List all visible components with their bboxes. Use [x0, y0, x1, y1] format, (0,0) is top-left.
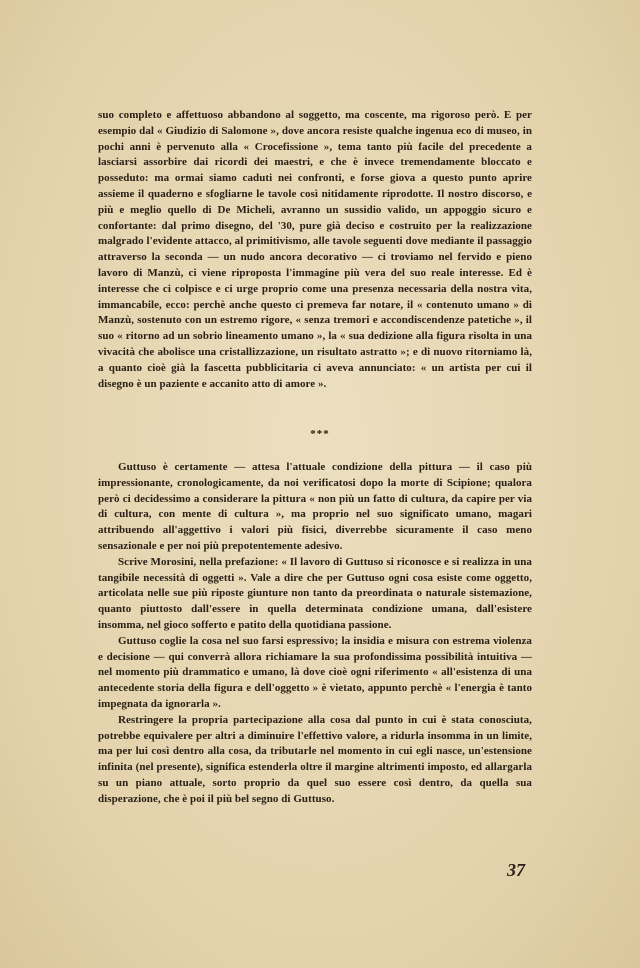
- paragraph: suo completo e affettuoso abbandono al soggetto, ma coscente, ma rigoroso però. E per esempio dal « Giudizio di Salomone », dove ancora resiste qualche ingenua eco di museo, in pochi anni è pervenuto alla « Crocefissione », tema tanto più facile del precedente a lasciarsi assorbire dai ricordi dei maestri, e che è invece tremendamente bloccato e posseduto: ma ormai siamo caduti nei confronti, e forse giova a questo punto aprire assieme il quaderno e sfogliarne le tavole così nitidamente riprodotte. Il nostro discorso, e più e meglio quello di De Micheli, avranno un sussidio valido, un appoggio sicuro e confortante: dal primo disegno, del '30, pure già deciso e costruito per la realizzazione malgrado l'evidente attacco, al primitivismo, alle tavole seguenti dove mediante il passaggio attraverso la seconda — un nudo ancora decorativo — ci troviamo nel fervido e pieno lavoro di Manzù, ci viene riproposta l'immagine più vera del suo reale interesse. Ed è interesse che ci colpisce e ci urge proprio come una presenza necessaria della nostra vita, immancabile, ecco: perchè anche questo ci premeva far notare, il « contenuto umano » di Manzù, sostenuto con un estremo rigore, « senza tremori e accondiscendenze patetiche », il suo « ritorno ad un sobrio lineamento umano », la « sua dedizione alla figura risolta in una vivacità che abolisce una cristallizzazione, un risultato astratto »; e di nuovo ritorniamo là, a quanto cioè già la fascetta pubblicitaria ci aveva annunciato: « un artista per cui il disegno è un paziente e accanito atto di amore ».: [98, 109, 532, 390]
- text-section-guttuso: [98, 460, 532, 808]
- paragraph: Scrive Morosini, nella prefazione: « Il lavoro di Guttuso si riconosce e si realizza in una tangibile necessità di oggetti ». Vale a dire che per Guttuso ogni cosa esiste come oggetto, articolata nelle sue più riposte giunture non tanto da preordinata o naturale sistemazione, quanto piuttosto dall'essere in quella determinata condizione umana, dall'esistere insomma, nel gioco sofferto e patito della quotidiana passione.: [98, 555, 532, 631]
- paragraph: Guttuso è certamente — attesa l'attuale condizione della pittura — il caso più impressionante, cronologicamente, da noi verificatosi dopo la morte di Scipione; qualora però ci decidessimo a considerare la pittura « non più un fatto di cultura, da capire per via di cultura, con mente di cultura », ma proprio nel suo significato umano, magari attribuendo all'aggettivo i valori più fisici, diverrebbe sicuramente il caso meno sensazionale e per noi più prepotentemente adesivo.: [98, 461, 532, 552]
- page-number: 37: [507, 860, 525, 880]
- text-section-manzu: [98, 108, 532, 392]
- paragraph: Restringere la propria partecipazione alla cosa dal punto in cui è stata conosciuta, potrebbe equivalere per altri a diminuire l'effettivo valore, a ridurla insomma in un limite, ma per lui così dentro alla cosa, da tributarle nel momento in cui egli nasce, un'estensione infinita (nel presente), significa estenderla oltre il margine altrimenti imposto, ed allargarla su un piano attuale, sorto proprio da quel suo essere così dentro, da quella sua disperazione, che è poi il più bel segno di Guttuso.: [98, 713, 532, 805]
- section-separator: ***: [310, 428, 330, 440]
- paragraph: Guttuso coglie la cosa nel suo farsi espressivo; la insidia e misura con estrema violenza e decisione — qui converrà allora richiamare la sua profondissima possibilità intuitiva — nel momento più drammatico e umano, là dove cioè ogni riferimento « all'esistenza di una antecedente storia della figura e dell'oggetto » è vietato, appunto perchè « l'energia è tanto impegnata da ignorarla ».: [98, 634, 532, 710]
